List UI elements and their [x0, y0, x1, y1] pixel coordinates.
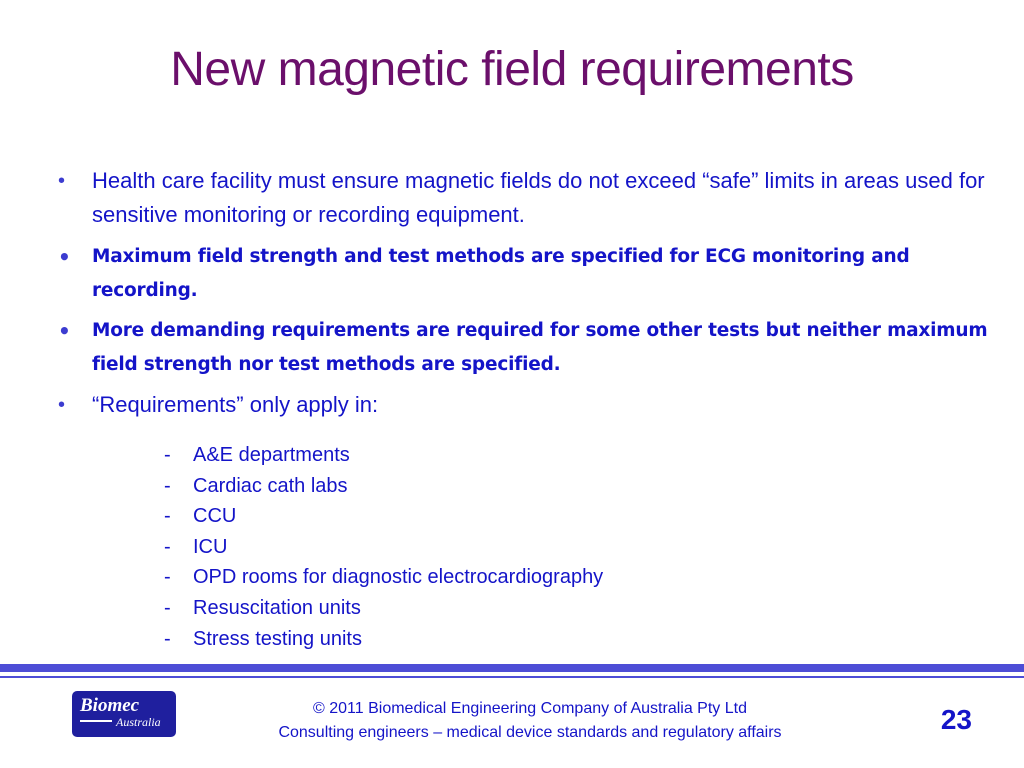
dash-icon: -	[164, 444, 171, 466]
bullet-item	[58, 388, 988, 422]
list-item-text: Cardiac cath labs	[193, 474, 348, 497]
list-item	[164, 532, 603, 563]
list-item	[164, 593, 603, 624]
logo-underline	[80, 720, 112, 722]
dash-icon: -	[164, 627, 171, 650]
bullet-icon: •	[58, 245, 71, 269]
list-item	[164, 471, 603, 502]
logo-main-text: Biomec	[80, 695, 140, 716]
list-item-text: OPD rooms for diagnostic electrocardiography	[193, 566, 604, 589]
list-item	[164, 440, 603, 471]
list-item-text: A&E departments	[193, 444, 350, 466]
list-item-text: ICU	[193, 535, 228, 558]
dash-icon: -	[164, 566, 171, 589]
department-list	[164, 440, 603, 654]
footer-text	[200, 697, 860, 745]
list-item-text: CCU	[193, 505, 237, 528]
bullet-list	[58, 164, 988, 422]
list-item	[164, 501, 603, 532]
bullet-item	[58, 240, 988, 308]
list-item	[164, 562, 603, 593]
bullet-icon: •	[58, 394, 66, 416]
biomec-logo	[72, 691, 176, 737]
bullet-text: “Requirements” only apply in:	[92, 392, 379, 417]
bullet-icon: •	[58, 170, 66, 192]
footer-divider-thick	[0, 664, 1024, 672]
bullet-item	[58, 164, 988, 232]
tagline: Consulting engineers – medical device standards and regulatory affairs	[278, 724, 782, 741]
dash-icon: -	[164, 505, 171, 528]
list-item-text: Resuscitation units	[193, 596, 361, 619]
bullet-text: Health care facility must ensure magnetic fields do not exceed “safe” limits in areas used for sensitive monitoring or recording equipment.	[92, 168, 985, 227]
bullet-text: Maximum field strength and test methods are specified for ECG monitoring and recording.	[92, 246, 910, 301]
copyright-line: © 2011 Biomedical Engineering Company of Australia Pty Ltd	[313, 700, 747, 717]
slide-title: New magnetic field requirements	[170, 43, 854, 96]
footer-divider-thin	[0, 676, 1024, 678]
dash-icon: -	[164, 596, 171, 619]
list-item	[164, 624, 603, 655]
dash-icon: -	[164, 535, 171, 558]
dash-icon: -	[164, 474, 171, 497]
list-item-text: Stress testing units	[193, 627, 362, 650]
bullet-text: More demanding requirements are required for some other tests but neither maximum field strength nor test methods are specified.	[92, 320, 988, 375]
bullet-item	[58, 314, 988, 382]
logo-sub-text: Australia	[116, 715, 161, 729]
page-number: 23	[940, 704, 972, 735]
bullet-icon: •	[58, 319, 71, 343]
